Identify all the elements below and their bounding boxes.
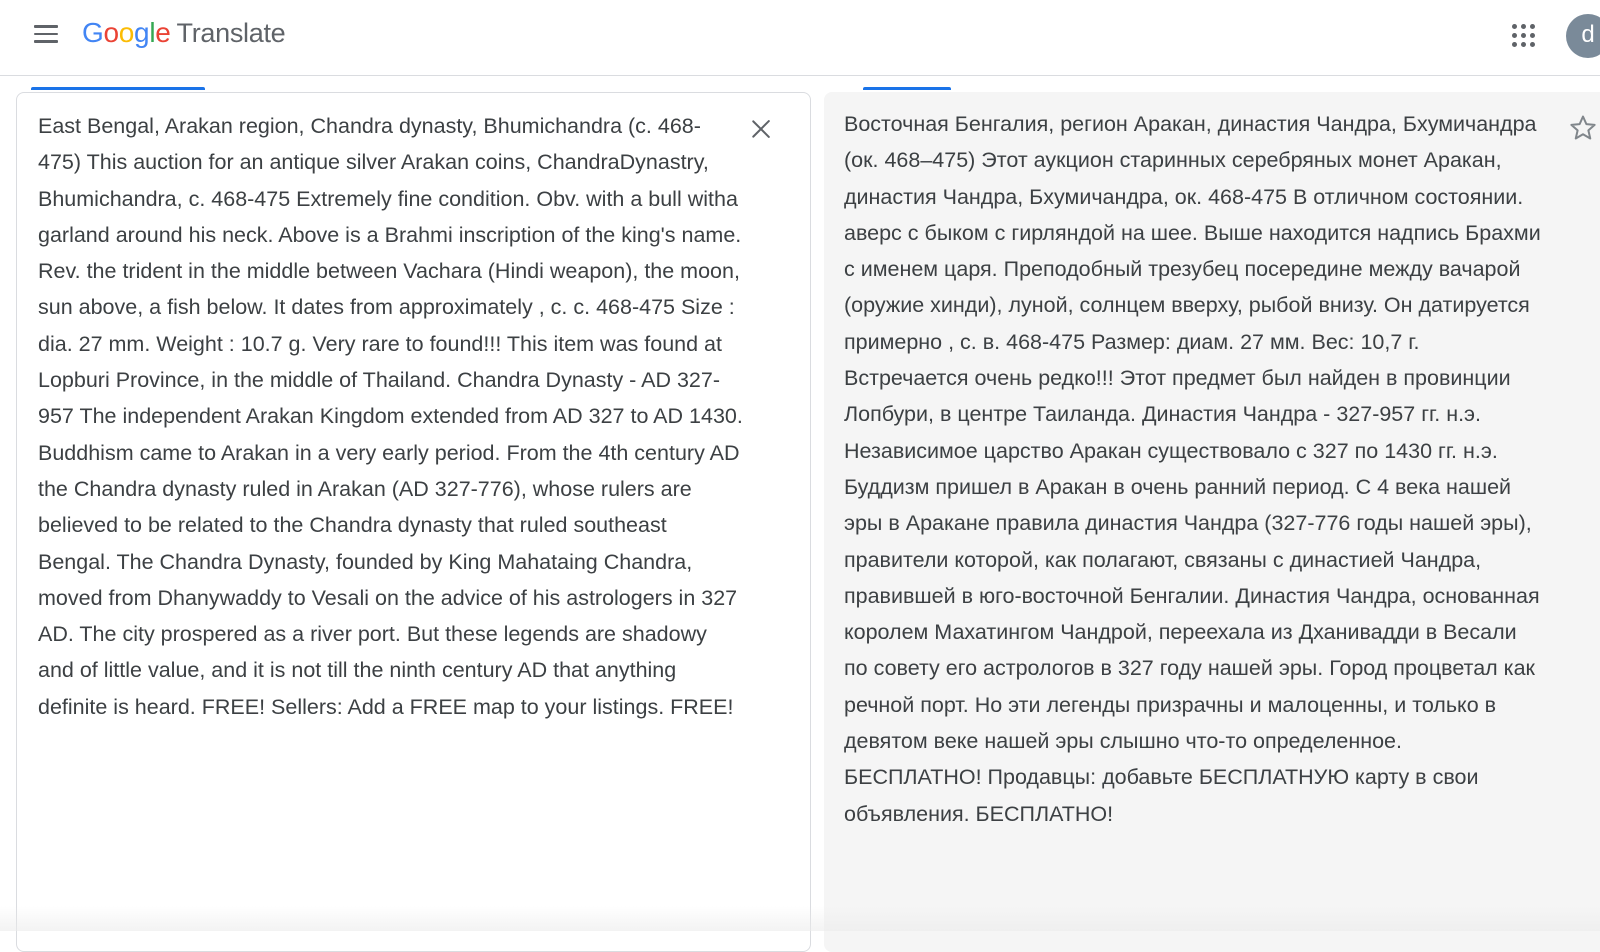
source-language-tab-indicator <box>31 87 205 90</box>
logo-letter: l <box>149 17 156 48</box>
translation-panel <box>824 92 1600 952</box>
logo-letter: e <box>155 17 171 48</box>
source-text-input[interactable]: East Bengal, Arakan region, Chandra dynasty, Bhumichandra (c. 468-475) This auction for an antique silver Arakan coins, ChandraDynastry, Bhumichandra, c. 468-475 Extremely fine condition. Obv. with a bull witha garland around his neck. Above is a Brahmi inscription of the king's name. Rev. the trident in the middle between Vachara (Hindi weapon), the moon, sun above, a fish below. It dates from approximately , c. c. 468-475 Size : dia. 27 mm. Weight : 10.7 g. Very rare to found!!! This item was found at Lopburi Province, in the middle of Thailand. Chandra Dynasty - AD 327-957 The independent Arakan Kingdom extended from AD 327 to AD 1430. Buddhism came to Arakan in a very early period. From the 4th century AD the Chandra dynasty ruled in Arakan (AD 327-776), whose rulers are believed to be related to the Chandra dynasty that ruled southeast Bengal. The Chandra Dynasty, founded by King Mahataing Chandra, moved from Dhanywaddy to Vesali on the advice of his astrologers in 327 AD. The city prospered as a river port. But these legends are shadowy and of little value, and it is not till the ninth century AD that anything definite is heard. FREE! Sellers: Add a FREE map to your listings. FREE! <box>38 114 749 719</box>
top-app-bar <box>0 0 1600 76</box>
target-language-tab-indicator <box>863 87 951 90</box>
account-avatar[interactable]: d <box>1566 14 1600 58</box>
hamburger-menu-icon[interactable] <box>34 25 58 43</box>
translation-output: Восточная Бенгалия, регион Аракан, династия Чандра, Бхумичандра (ок. 468–475) Этот аукцион старинных серебряных монет Аракан, династия Чандра, Бхумичандра, ок. 468-475 В отличном состоянии. аверс с быком с гирляндой на шее. Выше находится надпись Брахми с именем царя. Преподобный трезубец посередине между вачарой (оружие хинди), луной, солнцем вверху, рыбой внизу. Он датируется примерно , с. в. 468-475 Размер: диам. 27 мм. Вес: 10,7 г. Встречается очень редко!!! Этот предмет был найден в провинции Лопбури, в центре Таиланда. Династия Чандра - 327-957 гг. н.э. Независимое царство Аракан существовало с 327 по 1430 гг. н.э. Буддизм пришел в Аракан в очень ранний период. С 4 века нашей эры в Аракане правила династия Чандра (327-776 годы нашей эры), правители которой, как полагают, связаны с династией Чандра, правившей в юго-восточной Бенгалии. Династия Чандра, основанная королем Махатингом Чандрой, переехала из Дханивадди в Весали по совету его астрологов в 327 году нашей эры. Город процветал как речной порт. Но эти легенды призрачны и малоценны, и только в девятом веке нашей эры слышно что-то определенное. БЕСПЛАТНО! Продавцы: добавьте БЕСПЛАТНУЮ карту в свои объявления. БЕСПЛАТНО! <box>844 112 1547 826</box>
logo-letter: o <box>118 17 135 48</box>
product-name: Translate <box>176 18 286 48</box>
apps-grid-icon[interactable] <box>1512 24 1536 48</box>
logo-letter: o <box>103 17 119 48</box>
close-icon[interactable] <box>748 116 774 142</box>
source-text-panel[interactable] <box>16 92 811 952</box>
logo-letter: G <box>82 17 104 48</box>
star-outline-icon[interactable] <box>1568 113 1598 143</box>
logo-letter: g <box>134 17 150 48</box>
google-translate-logo[interactable] <box>82 17 285 57</box>
